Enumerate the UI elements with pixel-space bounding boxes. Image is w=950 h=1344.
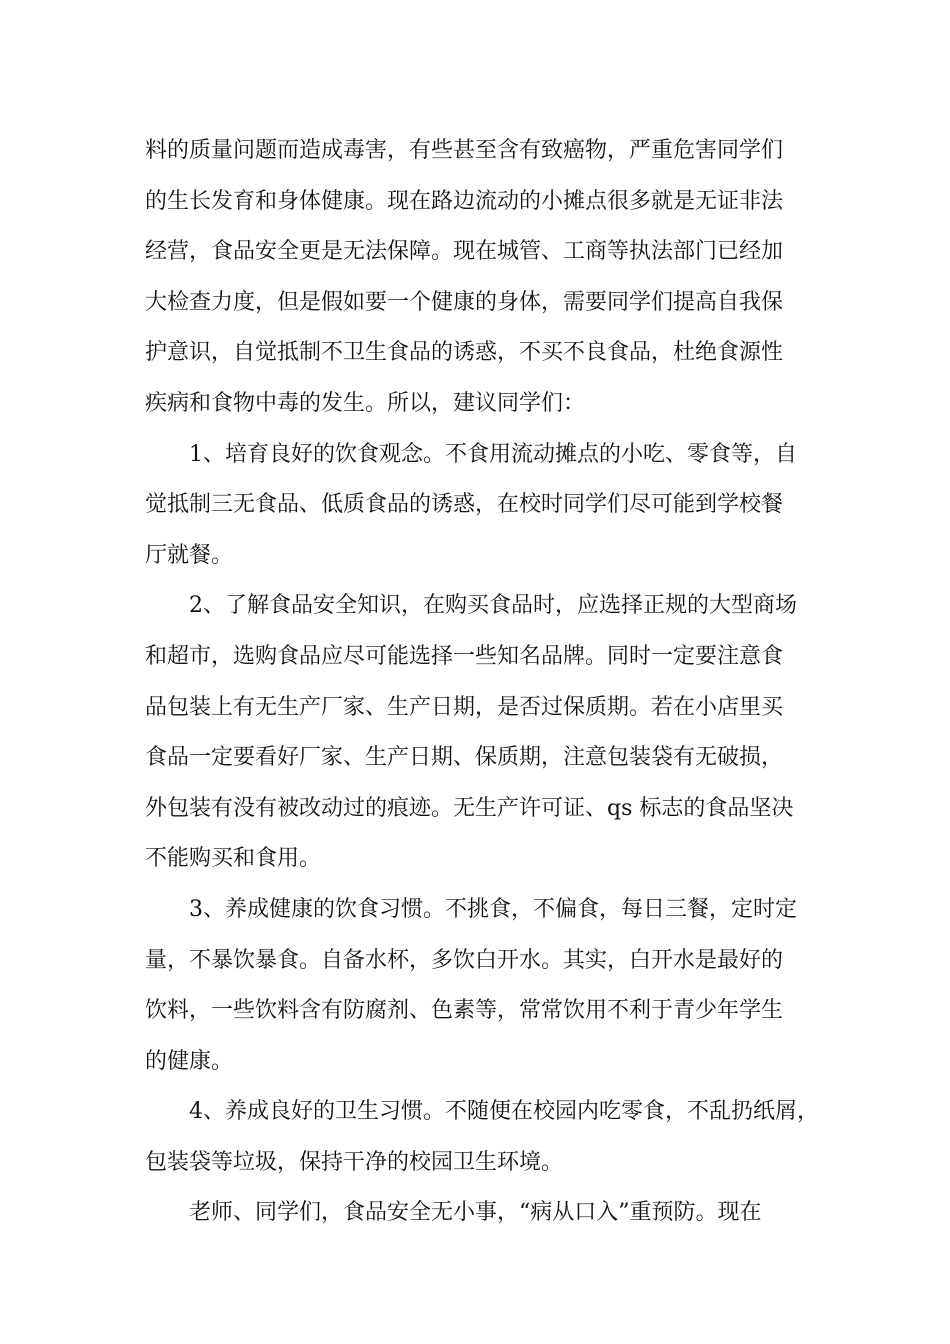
paragraph-4-first-line: 4、养成良好的卫生习惯。不随便在校园内吃零食，不乱扔纸屑， [189, 1099, 819, 1125]
text-line: 大检查力度，但是假如要一个健康的身体，需要同学们提高自我保 [145, 289, 784, 315]
text-line: 包装袋等垃圾，保持干净的校园卫生环境。 [145, 1149, 564, 1175]
text-line: 的健康。 [145, 1048, 234, 1074]
paragraph-5-first-line: 老师、同学们，食品安全无小事，“病从口入”重预防。现在 [189, 1200, 762, 1226]
body-text [145, 126, 819, 1239]
text-line: 觉抵制三无食品、低质食品的诱惑，在校时同学们尽可能到学校餐 [145, 492, 784, 518]
paragraph-1-first-line: 1、培育良好的饮食观念。不食用流动摊点的小吃、零食等，自 [189, 441, 797, 467]
text-line: 护意识，自觉抵制不卫生食品的诱惑，不买不良食品，杜绝食源性 [145, 340, 784, 366]
text-line: 厅就餐。 [145, 542, 234, 568]
paragraph-3-first-line: 3、养成健康的饮食习惯。不挑食，不偏食，每日三餐，定时定 [189, 896, 797, 922]
text-line: 和超市，选购食品应尽可能选择一些知名品牌。同时一定要注意食 [145, 643, 784, 669]
text-line: 料的质量问题而造成毒害，有些甚至含有致癌物，严重危害同学们 [145, 138, 784, 163]
text-line: 的生长发育和身体健康。现在路边流动的小摊点很多就是无证非法 [145, 188, 784, 214]
text-line: 量，不暴饮暴食。自备水杯，多饮白开水。其实，白开水是最好的 [145, 947, 784, 973]
text-line: 食品一定要看好厂家、生产日期、保质期，注意包装袋有无破损， [145, 745, 784, 771]
text-line: 经营，食品安全更是无法保障。现在城管、工商等执法部门已经加 [145, 239, 784, 265]
text-line: 品包装上有无生产厂家、生产日期，是否过保质期。若在小店里买 [145, 694, 784, 720]
paragraph-2-first-line: 2、了解食品安全知识，在购买食品时，应选择正规的大型商场 [189, 593, 797, 619]
text-line: 疾病和食物中毒的发生。所以，建议同学们： [145, 390, 586, 416]
text-line: 不能购买和食用。 [145, 846, 322, 872]
text-line: 外包装有没有被改动过的痕迹。无生产许可证、qs 标志的食品坚决 [145, 795, 794, 821]
text-line: 饮料，一些饮料含有防腐剂、色素等，常常饮用不利于青少年学生 [145, 998, 784, 1024]
